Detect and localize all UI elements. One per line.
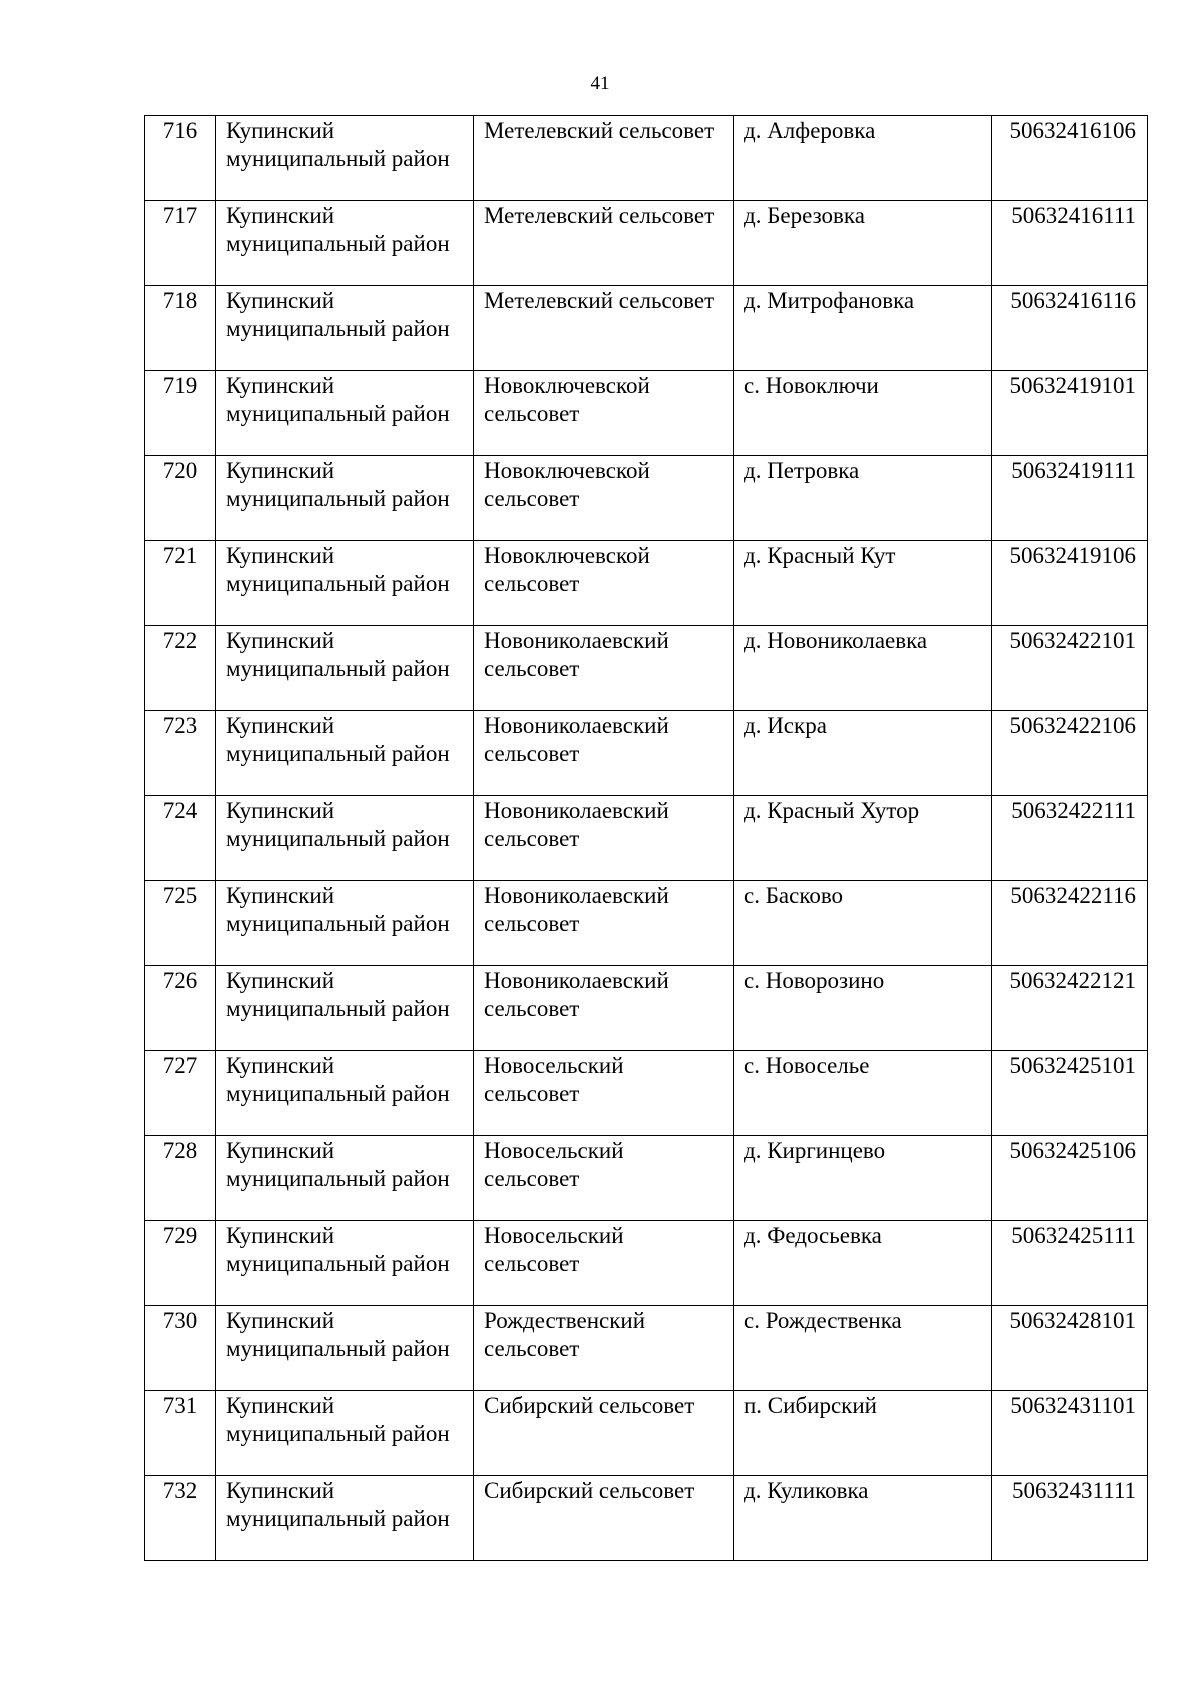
row-number-cell — [145, 286, 216, 371]
row-number-cell — [145, 371, 216, 456]
settlement-cell — [734, 116, 992, 201]
settlement-cell — [734, 711, 992, 796]
settlement-name: д. Киргинцево — [744, 1138, 886, 1163]
code-cell — [992, 1476, 1148, 1561]
row-number: 716 — [162, 118, 198, 143]
council-cell — [474, 881, 734, 966]
code-cell — [992, 1051, 1148, 1136]
okato-code: 50632428101 — [1009, 1308, 1136, 1333]
settlement-name: с. Новоключи — [744, 373, 879, 398]
settlement-name: д. Петровка — [744, 458, 860, 483]
code-cell — [992, 116, 1148, 201]
settlement-cell — [734, 1306, 992, 1391]
code-cell — [992, 1136, 1148, 1221]
district-cell — [216, 201, 474, 286]
settlement-name: д. Куликовка — [744, 1478, 869, 1503]
row-number: 731 — [162, 1393, 198, 1418]
table-row — [145, 456, 1148, 541]
okato-code: 50632431111 — [1012, 1478, 1136, 1503]
district-name: Купинский муниципальный район — [226, 203, 450, 256]
council-name: Новониколаевский сельсовет — [484, 798, 669, 851]
table-row — [145, 796, 1148, 881]
okato-code: 50632422106 — [1009, 713, 1136, 738]
row-number: 720 — [162, 458, 198, 483]
page-number: 41 — [590, 73, 610, 94]
code-cell — [992, 371, 1148, 456]
row-number-cell — [145, 626, 216, 711]
table-row — [145, 1051, 1148, 1136]
council-cell — [474, 796, 734, 881]
code-cell — [992, 1391, 1148, 1476]
council-name: Метелевский сельсовет — [484, 118, 715, 143]
code-cell — [992, 711, 1148, 796]
council-name: Новоключевской сельсовет — [484, 373, 650, 426]
council-cell — [474, 1221, 734, 1306]
district-name: Купинский муниципальный район — [226, 543, 450, 596]
district-name: Купинский муниципальный район — [226, 1308, 450, 1361]
okato-code: 50632422116 — [1010, 883, 1136, 908]
row-number: 729 — [162, 1223, 198, 1248]
district-cell — [216, 881, 474, 966]
table-row — [145, 201, 1148, 286]
settlement-cell — [734, 881, 992, 966]
council-name: Рождественский сельсовет — [484, 1308, 646, 1361]
district-name: Купинский муниципальный район — [226, 1393, 450, 1446]
code-cell — [992, 201, 1148, 286]
row-number-cell — [145, 1391, 216, 1476]
code-cell — [992, 456, 1148, 541]
row-number: 719 — [162, 373, 198, 398]
table-row — [145, 541, 1148, 626]
table-row — [145, 1476, 1148, 1561]
row-number-cell — [145, 116, 216, 201]
row-number: 718 — [162, 288, 198, 313]
district-cell — [216, 1051, 474, 1136]
district-cell — [216, 1221, 474, 1306]
table-row — [145, 881, 1148, 966]
council-name: Метелевский сельсовет — [484, 288, 715, 313]
district-name: Купинский муниципальный район — [226, 458, 450, 511]
okato-code: 50632425106 — [1009, 1138, 1136, 1163]
settlement-name: с. Новоселье — [744, 1053, 870, 1078]
row-number: 727 — [162, 1053, 198, 1078]
settlement-name: д. Новониколаевка — [744, 628, 928, 653]
table-row — [145, 1306, 1148, 1391]
district-cell — [216, 626, 474, 711]
council-cell — [474, 116, 734, 201]
row-number: 725 — [162, 883, 198, 908]
district-name: Купинский муниципальный район — [226, 968, 450, 1021]
row-number-cell — [145, 1221, 216, 1306]
code-cell — [992, 626, 1148, 711]
settlement-cell — [734, 456, 992, 541]
row-number-cell — [145, 1306, 216, 1391]
table-row — [145, 1136, 1148, 1221]
row-number: 717 — [162, 203, 198, 228]
council-name: Новониколаевский сельсовет — [484, 968, 669, 1021]
district-name: Купинский муниципальный район — [226, 288, 450, 341]
council-name: Сибирский сельсовет — [484, 1393, 695, 1418]
table-row — [145, 1391, 1148, 1476]
table-row — [145, 626, 1148, 711]
settlement-name: д. Федосьевка — [744, 1223, 882, 1248]
settlement-cell — [734, 1391, 992, 1476]
settlement-name: с. Рождественка — [744, 1308, 902, 1333]
council-name: Новоключевской сельсовет — [484, 543, 650, 596]
council-cell — [474, 541, 734, 626]
code-cell — [992, 966, 1148, 1051]
district-name: Купинский муниципальный район — [226, 883, 450, 936]
council-cell — [474, 1476, 734, 1561]
district-name: Купинский муниципальный район — [226, 373, 450, 426]
okato-code: 50632422121 — [1009, 968, 1136, 993]
row-number-cell — [145, 796, 216, 881]
okato-code: 50632416106 — [1009, 118, 1136, 143]
row-number: 726 — [162, 968, 198, 993]
district-cell — [216, 711, 474, 796]
council-name: Новониколаевский сельсовет — [484, 713, 669, 766]
table-row — [145, 371, 1148, 456]
row-number-cell — [145, 1136, 216, 1221]
row-number-cell — [145, 711, 216, 796]
code-cell — [992, 1306, 1148, 1391]
row-number-cell — [145, 881, 216, 966]
settlement-name: д. Алферовка — [744, 118, 876, 143]
table-row — [145, 286, 1148, 371]
council-cell — [474, 1391, 734, 1476]
row-number: 728 — [162, 1138, 198, 1163]
council-cell — [474, 286, 734, 371]
settlement-name: д. Красный Хутор — [744, 798, 920, 823]
council-cell — [474, 1306, 734, 1391]
settlement-cell — [734, 541, 992, 626]
district-cell — [216, 541, 474, 626]
district-cell — [216, 966, 474, 1051]
council-name: Новониколаевский сельсовет — [484, 883, 669, 936]
district-name: Купинский муниципальный район — [226, 1138, 450, 1191]
council-name: Новосельский сельсовет — [484, 1223, 624, 1276]
row-number-cell — [145, 456, 216, 541]
district-cell — [216, 1306, 474, 1391]
settlement-cell — [734, 796, 992, 881]
district-cell — [216, 1136, 474, 1221]
code-cell — [992, 286, 1148, 371]
settlements-table — [144, 115, 1148, 1561]
code-cell — [992, 1221, 1148, 1306]
row-number: 722 — [162, 628, 198, 653]
settlement-cell — [734, 1051, 992, 1136]
district-cell — [216, 116, 474, 201]
council-cell — [474, 456, 734, 541]
settlement-name: д. Красный Кут — [744, 543, 896, 568]
code-cell — [992, 796, 1148, 881]
settlement-cell — [734, 286, 992, 371]
district-name: Купинский муниципальный район — [226, 1478, 450, 1531]
district-cell — [216, 1476, 474, 1561]
okato-code: 50632431101 — [1010, 1393, 1136, 1418]
settlement-name: п. Сибирский — [744, 1393, 877, 1418]
table-row — [145, 116, 1148, 201]
settlement-name: д. Березовка — [744, 203, 865, 228]
council-cell — [474, 1051, 734, 1136]
settlement-name: с. Новорозино — [744, 968, 885, 993]
council-cell — [474, 626, 734, 711]
okato-code: 50632416111 — [1011, 203, 1136, 228]
district-name: Купинский муниципальный район — [226, 628, 450, 681]
district-name: Купинский муниципальный район — [226, 1223, 450, 1276]
settlement-cell — [734, 1221, 992, 1306]
district-name: Купинский муниципальный район — [226, 1053, 450, 1106]
council-name: Новониколаевский сельсовет — [484, 628, 669, 681]
settlement-cell — [734, 966, 992, 1051]
okato-code: 50632419101 — [1009, 373, 1136, 398]
okato-code: 50632422111 — [1011, 798, 1136, 823]
okato-code: 50632416116 — [1010, 288, 1136, 313]
district-name: Купинский муниципальный район — [226, 798, 450, 851]
settlement-name: д. Митрофановка — [744, 288, 915, 313]
okato-code: 50632422101 — [1009, 628, 1136, 653]
council-name: Метелевский сельсовет — [484, 203, 715, 228]
row-number-cell — [145, 201, 216, 286]
okato-code: 50632425111 — [1011, 1223, 1136, 1248]
council-name: Сибирский сельсовет — [484, 1478, 695, 1503]
settlement-name: д. Искра — [744, 713, 827, 738]
district-name: Купинский муниципальный район — [226, 118, 450, 171]
council-cell — [474, 966, 734, 1051]
code-cell — [992, 541, 1148, 626]
council-cell — [474, 201, 734, 286]
code-cell — [992, 881, 1148, 966]
council-cell — [474, 1136, 734, 1221]
district-cell — [216, 371, 474, 456]
district-name: Купинский муниципальный район — [226, 713, 450, 766]
row-number-cell — [145, 541, 216, 626]
district-cell — [216, 456, 474, 541]
settlement-cell — [734, 1136, 992, 1221]
district-cell — [216, 796, 474, 881]
table-row — [145, 966, 1148, 1051]
council-cell — [474, 711, 734, 796]
row-number-cell — [145, 1476, 216, 1561]
row-number: 730 — [162, 1308, 198, 1333]
district-cell — [216, 286, 474, 371]
settlement-cell — [734, 201, 992, 286]
settlement-cell — [734, 371, 992, 456]
okato-code: 50632419111 — [1011, 458, 1136, 483]
row-number: 723 — [162, 713, 198, 738]
council-cell — [474, 371, 734, 456]
row-number: 732 — [162, 1478, 198, 1503]
row-number-cell — [145, 966, 216, 1051]
table-row — [145, 711, 1148, 796]
settlements-table-body — [145, 116, 1148, 1561]
settlement-name: с. Басково — [744, 883, 844, 908]
row-number: 721 — [162, 543, 198, 568]
settlement-cell — [734, 1476, 992, 1561]
council-name: Новосельский сельсовет — [484, 1138, 624, 1191]
table-row — [145, 1221, 1148, 1306]
settlement-cell — [734, 626, 992, 711]
council-name: Новосельский сельсовет — [484, 1053, 624, 1106]
district-cell — [216, 1391, 474, 1476]
okato-code: 50632419106 — [1009, 543, 1136, 568]
row-number-cell — [145, 1051, 216, 1136]
okato-code: 50632425101 — [1009, 1053, 1136, 1078]
council-name: Новоключевской сельсовет — [484, 458, 650, 511]
row-number: 724 — [162, 798, 198, 823]
